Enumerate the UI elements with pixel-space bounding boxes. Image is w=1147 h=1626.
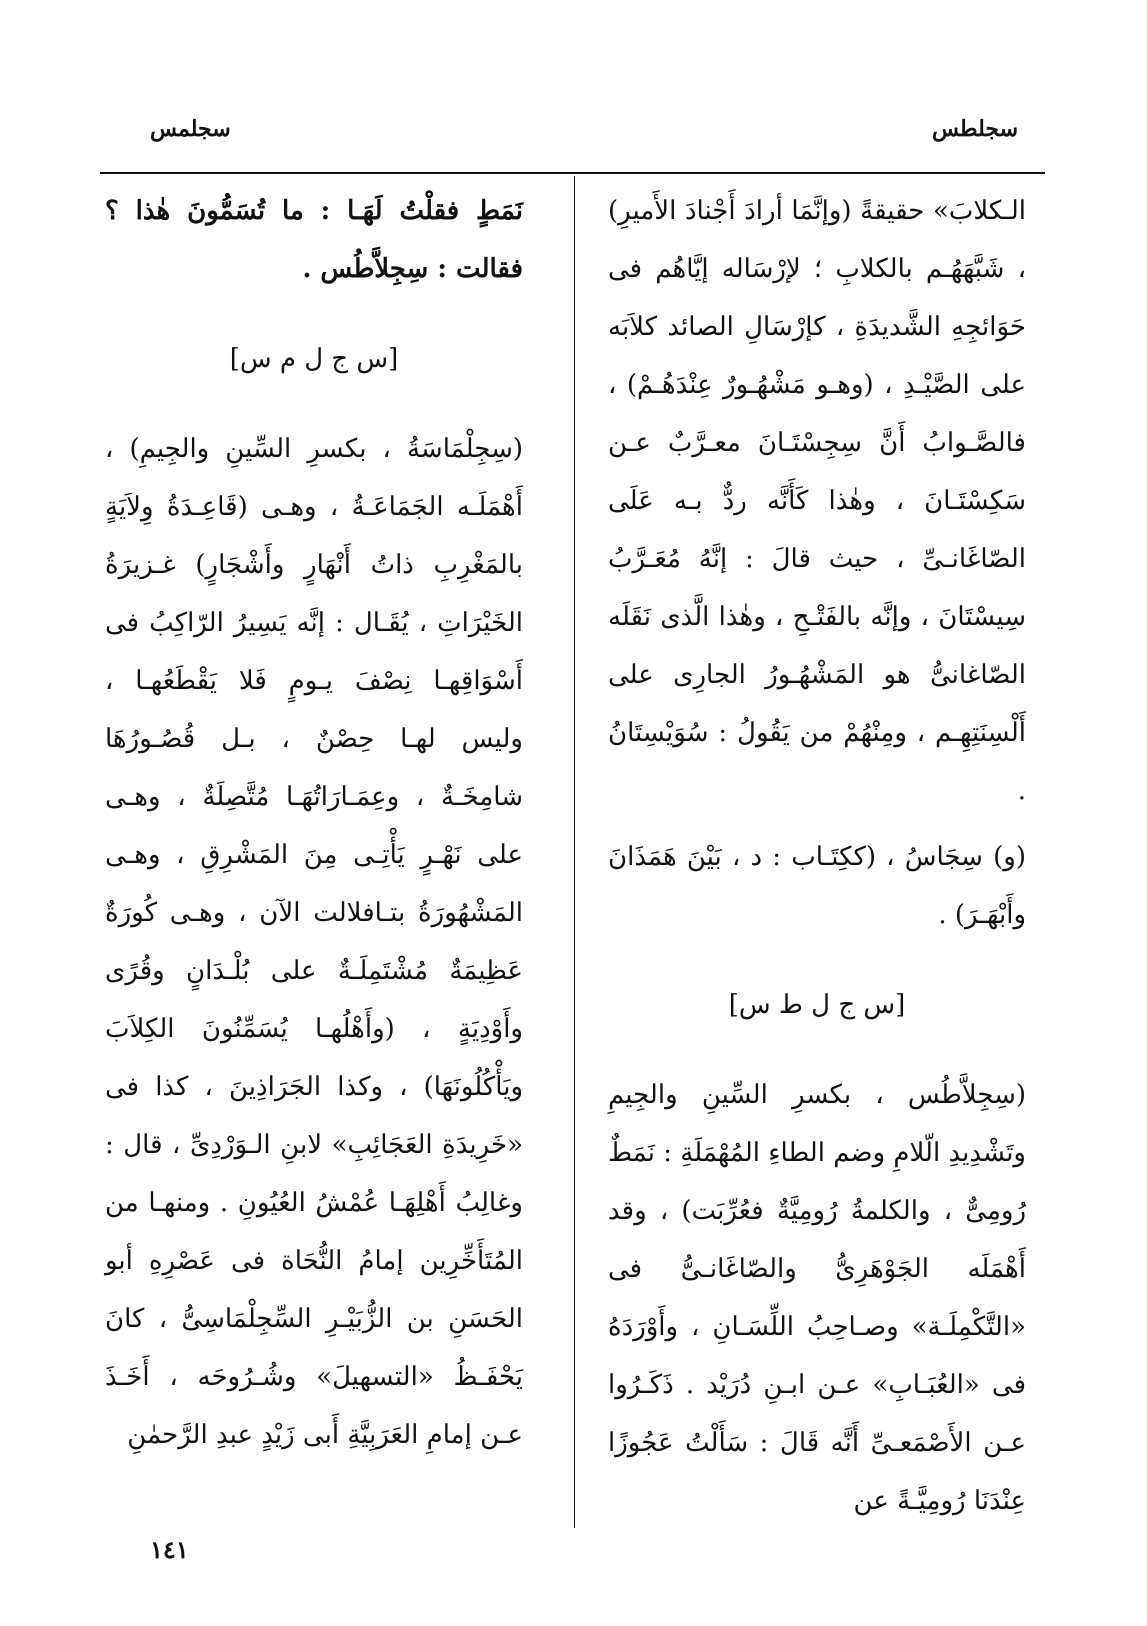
root-heading: [س ج ل م س]: [229, 344, 399, 374]
root-heading: [س ج ل ط س]: [728, 990, 906, 1020]
left-column: [105, 182, 523, 1472]
entry-paragraph: الـكلابَ» حقيقةً (وإنَّمَا أرادَ أَجْنادَ الأَميرِ) ، شَبَّهَهُـم بالكلابِ ؛ لإرْسَاله إيَّاهُم فى حَوَائجِهِ الشَّديدَةِ ، كإرْسَالِ الصائد كلاَبَه على الصَّيْـدِ ، (وهـو مَشْهُـورٌ عِنْدَهُـمْ) ، فالصَّـوابُ أَنَّ سِجِسْتَـانَ معـرَّبٌ عـن سَكِسْتَـانَ ، وهٰذا كَأَنَّه ردٌّ بـه عَلَى الصّاغَانـىِّ ، حيث قالَ : إنَّهُ مُعَـرَّبُ سِيسْتَانَ ، وإنَّه بالفَتْـحِ ، وهٰذا الَّذى نَقَلَه الصّاغانىُّ هو المَشْهُـورُ الجارِى على أَلْسِنَتِهِـم ، ومِنْهُمْ من يَقُولُ : سُوَيْسِتَانُ .: [608, 196, 1026, 806]
column-divider: [574, 176, 575, 1528]
entry-paragraph: (و) سِجَاسُ ، (ككِتَـاب : د ، بَيْنَ هَمَذَانَ وأَبْهَـرَ) .: [608, 842, 1026, 930]
running-head-right: سجلطس: [932, 116, 1019, 142]
page-number: ١٤١: [150, 1535, 189, 1564]
right-column: [608, 182, 1026, 1538]
entry-paragraph: (سِجِلْمَاسَةُ ، بكسرِ السِّينِ والجِيمِ) ، أَهْمَلَـه الجَمَاعَـةُ ، وهـى (قَاعِـدَةُ وِلاَيَةٍ بالمَغْرِبِ ذاتُ أَنْهَارٍ وأَشْجَارٍ) غـزيرَةُ الخَيْرَاتِ ، يُقَـال : إنَّه يَسِيرُ الرّاكِبُ فى أَسْوَاقِهـا نِصْفَ يـومٍ فَلا يَقْطَعُهـا ، وليس لهـا حِصْنٌ ، بـل قُصُـورُهَا شامِخَـةٌ ، وعِمَـارَاتُهَـا مُتَّصِلَةٌ ، وهـى على نَهْـرٍ يَأْتِـى مِنَ المَشْرِقِ ، وهـى المَشْهُورَةُ بتـافلالت الآن ، وهـى كُورَةٌ عَظِيمَةٌ مُشْتَمِلَـةٌ على بُلْـدَانٍ وقُرًى وأَوْدِيَةٍ ، (وأَهْلُهـا يُسَمِّنُونَ الكِلاَبَ ويَأْكُلُونَهَا) ، وكذا الجَرَاذِينَ ، كذا فى «خَرِيدَةِ العَجَائِبِ» لابنِ الـوَرْدِىِّ ، قال : وغالِبُ أَهْلِهَـا عُمْشُ العُيُونِ . ومنهـا من المُتَأَخِّرِين إمامُ النُّحَاة فى عَصْرِهِ أبو الحَسَنِ بن الزُّبَيْـرِ السِّجِلْمَاسِىُّ ، كانَ يَحْفَـظُ «التسهيلَ» وشُـرُوحَه ، أَخَـذَ عـن إمامِ العَرَبِيَّةِ أَبى زَيْدٍ عبدِ الرَّحمٰنِ: [105, 434, 523, 1450]
running-head-left: سجلمس: [150, 116, 231, 142]
entry-paragraph: نَمَطٍ فقلْتُ لَهَـا : ما تُسَمُّونَ هٰذا ؟ فقالت : سِجِلاَّطُس .: [105, 196, 523, 284]
header-rule: [100, 172, 1045, 174]
entry-paragraph: (سِجِلاَّطُس ، بكسرِ السِّينِ والجِيمِ وتَشْدِيدِ الّلامِ وضم الطاءِ المُهْمَلَةِ : نَمَطٌ رُومِىٌّ ، والكلمةُ رُومِيَّةٌ فعُرِّبَت) ، وقد أَهْمَلَه الجَوْهَرِىُّ والصّاغَانـىُّ فى «التَّكْمِلَـة» وصـاحِبُ اللِّسَـانِ ، وأَوْرَدَهُ فى «العُبَـابِ» عـن ابـنِ دُرَيْد . ذَكَـرُوا عـن الأَصْمَعـىِّ أَنَّه قَالَ : سَأَلْتُ عَجُوزًا عِنْدَنَا رُومِيَّـةً عن: [608, 1080, 1026, 1516]
